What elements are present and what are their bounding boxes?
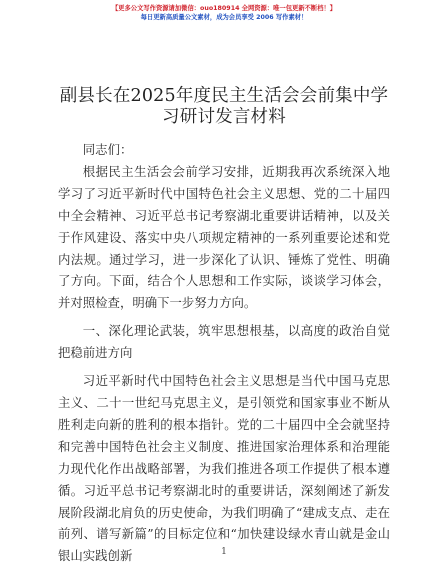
- promo-banner-line-2: 每日更新高质量公文素材，成为会员享受 2006 写作素材！: [140, 14, 308, 21]
- page-number: 1: [221, 547, 227, 557]
- paragraph-intro: 根据民主生活会会前学习安排，近期我再次系统深入地学习了习近平新时代中国特色社会主义思想、党的二十届四中全会精神、习近平总书记考察湖北重要讲话精神，以及关于作风建设、落实中央八项规定精神的一系列重要论述和党内法规。通过学习，进一步深化了认识、锤炼了党性、明确了方向。下面，结合个人思想和工作实际，谈谈学习体会，并对照检查，明确下一步努力方向。: [58, 163, 390, 311]
- document-body: [58, 139, 390, 567]
- promo-banner-line-1: 【更多公文写作资源请加微信：ouo180914 全网资源：唯一包更新不断档！】: [111, 5, 337, 12]
- paragraph-section-1: 习近平新时代中国特色社会主义思想是当代中国马克思主义、二十一世纪马克思主义，是引领党和国家事业不断从胜利走向新的胜利的根本指针。党的二十届四中全会就坚持和完善中国特色社会主义制度、推进国家治理体系和治理能力现代化作出战略部署，为我们推进各项工作提供了根本遵循。习近平总书记考察湖北时的重要讲话，深刻阐述了新发展阶段湖北肩负的历史使命，为我们明确了“建成支点、走在前列、谱写新篇”的目标定位和“加快建设绿水青山就是金山银山实践创新: [58, 373, 390, 564]
- salutation: 同志们：: [82, 142, 133, 157]
- section-heading-1: 一、深化理论武装，筑牢思想根基，以高度的政治自觉把稳前进方向: [58, 323, 390, 361]
- promo-banner: [0, 4, 448, 22]
- document-title: 副县长在2025年度民主生活会会前集中学习研讨发言材料: [59, 86, 389, 127]
